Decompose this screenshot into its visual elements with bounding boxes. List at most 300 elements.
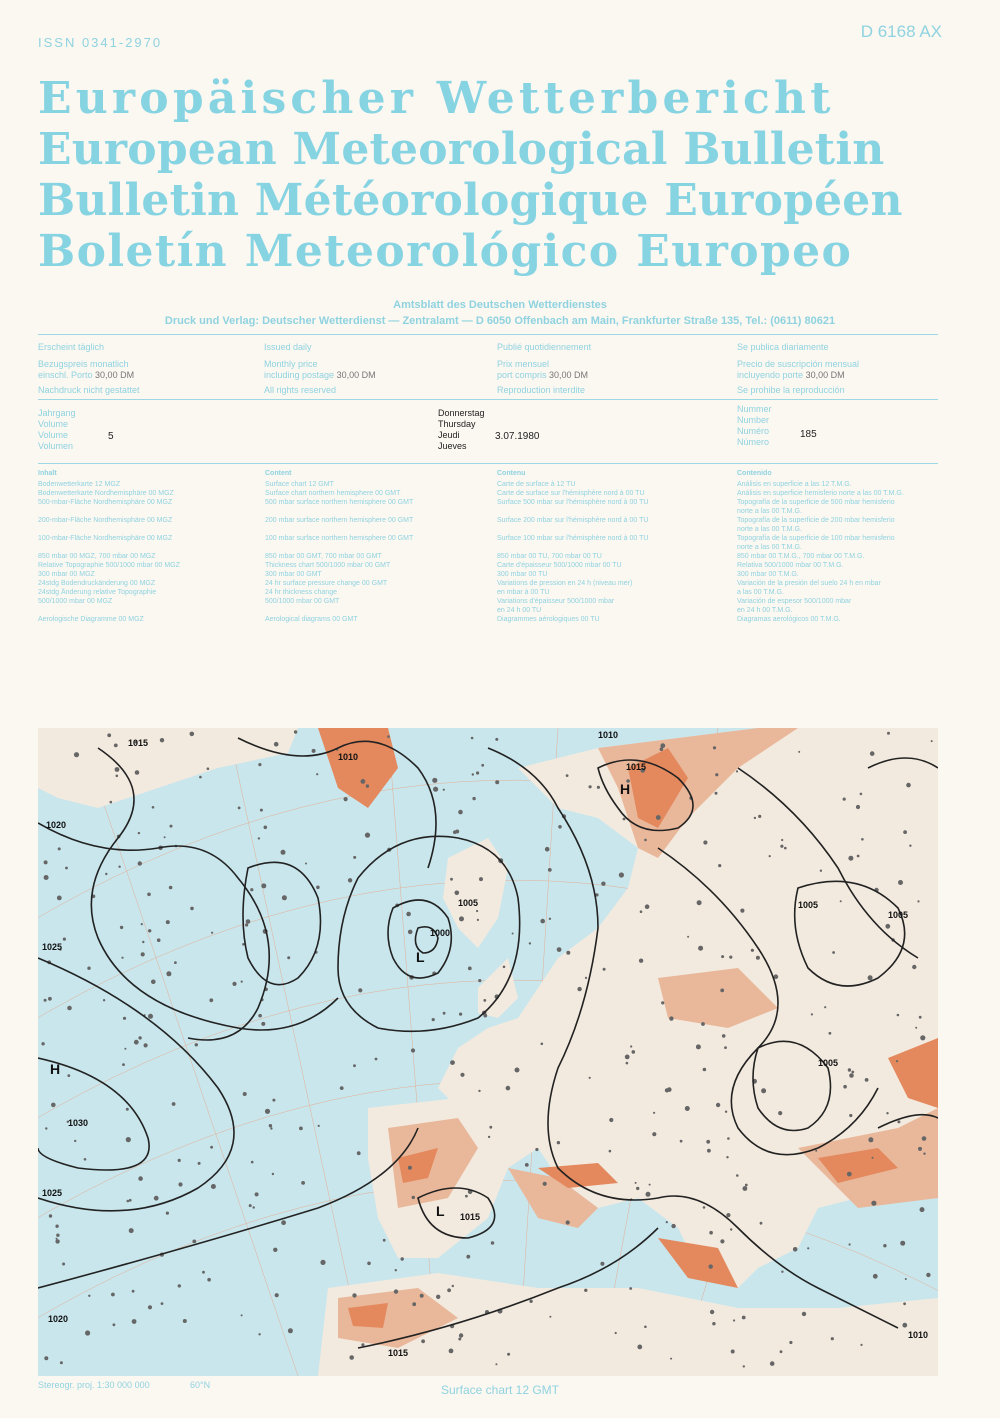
station-dot: [207, 767, 210, 770]
contents-item: Surface chart northern hemisphere 00 GMT: [265, 490, 401, 497]
station-dot: [623, 818, 626, 821]
station-dot: [730, 1228, 732, 1230]
station-dot: [57, 896, 62, 901]
station-dot: [299, 1127, 303, 1131]
station-dot: [265, 1109, 270, 1114]
station-dot: [395, 1269, 397, 1271]
volume-label: Volume: [38, 430, 69, 440]
contents-item: Relativa 500/1000 mbar 00 T.M.G.: [737, 562, 844, 569]
contents-item: Diagramas aerológicos 00 T.M.G.: [737, 616, 841, 623]
station-dot: [653, 1112, 655, 1114]
contents-item: Variación de la presión del suelo 24 h en mbar: [737, 580, 881, 587]
station-dot: [883, 1244, 886, 1247]
station-dot: [477, 919, 479, 921]
station-dot: [707, 1149, 711, 1153]
station-dot: [871, 1201, 876, 1206]
station-dot: [375, 1058, 378, 1061]
station-dot: [566, 951, 570, 955]
info-price-value: 30,00 DM: [336, 370, 376, 380]
contents-item: Surface 200 mbar sur l'hémisphère nord à 00 TU: [497, 517, 649, 524]
station-dot: [352, 1293, 356, 1297]
station-dot: [361, 1343, 364, 1346]
station-dot: [465, 1195, 468, 1198]
station-dot: [105, 873, 107, 875]
isobar-label: 1020: [48, 1314, 69, 1324]
station-dot: [420, 1294, 424, 1298]
contents-item: 300 mbar 00 TU: [497, 571, 548, 578]
station-dot: [44, 860, 48, 864]
station-dot: [261, 883, 266, 888]
station-dot: [712, 1322, 715, 1325]
info-rights: All rights reserved: [264, 385, 337, 395]
volume-label: Volume: [38, 419, 69, 429]
station-dot: [589, 1077, 591, 1079]
station-dot: [743, 1186, 748, 1191]
surface-weather-map: [38, 728, 938, 1376]
station-dot: [918, 1147, 922, 1151]
station-dot: [192, 1240, 196, 1244]
contents-item: Topografía de la superficie de 100 mbar hemisferio: [737, 535, 895, 542]
station-dot: [780, 845, 783, 848]
station-dot: [721, 955, 724, 958]
info-appears: Issued daily: [264, 342, 312, 352]
station-dot: [198, 1162, 201, 1165]
station-dot: [609, 1118, 613, 1122]
contents-item: 500/1000 mbar 00 GMT: [265, 598, 340, 605]
station-dot: [851, 1071, 854, 1074]
station-dot: [232, 982, 236, 986]
station-dot: [452, 1285, 454, 1287]
station-dot: [281, 1220, 286, 1225]
station-dot: [488, 1136, 490, 1138]
contents-item: [38, 543, 263, 552]
station-dot: [868, 1137, 873, 1142]
station-dot: [637, 1345, 642, 1350]
station-dot: [720, 1239, 724, 1243]
contents-item: norte a las 00 T.M.G.: [737, 526, 802, 533]
station-dot: [718, 864, 721, 867]
contents-heading: Content: [265, 470, 292, 477]
station-dot: [515, 1068, 520, 1073]
station-dot: [151, 980, 156, 985]
station-dot: [886, 1112, 888, 1114]
station-dot: [103, 999, 105, 1001]
station-dot: [698, 946, 703, 951]
station-dot: [784, 847, 787, 850]
station-dot: [195, 1043, 198, 1046]
station-dot: [713, 746, 716, 749]
station-dot: [548, 868, 552, 872]
number-label: Número: [737, 437, 770, 447]
station-dot: [733, 1319, 735, 1321]
station-dot: [545, 847, 550, 852]
station-dot: [729, 956, 732, 959]
contents-spanish: [737, 469, 942, 624]
station-dot: [124, 1048, 126, 1050]
contents-item: Variations de pression en 24 h (niveau mer): [497, 580, 633, 587]
station-dot: [601, 882, 605, 886]
info-price-value: 30,00 DM: [95, 370, 135, 380]
station-dot: [432, 1018, 435, 1021]
contents-item: 500 mbar surface northern hemisphere 00 GMT: [265, 499, 414, 506]
station-dot: [727, 1137, 730, 1140]
contents-item: [265, 507, 490, 516]
weekday-label: Jeudi: [438, 430, 460, 440]
station-dot: [903, 830, 907, 834]
info-price: Bezugspreis monatlich: [38, 359, 129, 369]
station-dot: [211, 1184, 216, 1189]
number-label: Numéro: [737, 426, 770, 436]
station-dot: [726, 1156, 728, 1158]
station-dot: [383, 1239, 386, 1242]
info-appears: Erscheint täglich: [38, 342, 105, 352]
contents-item: 100-mbar-Fläche Nordhemisphäre 00 MGZ: [38, 535, 173, 542]
isobar-label: 1005: [818, 1058, 839, 1068]
station-dot: [166, 1212, 169, 1215]
contents-item: 300 mbar 00 GMT: [265, 571, 322, 578]
station-dot: [60, 1361, 63, 1364]
station-dot: [483, 1014, 487, 1018]
station-dot: [258, 1333, 260, 1335]
contents-heading: Inhalt: [38, 470, 57, 477]
station-dot: [811, 1013, 813, 1015]
contents-item: Topografía de la superficie de 500 mbar hemisferio: [737, 499, 895, 506]
station-dot: [873, 1274, 878, 1279]
weekday-labels: [438, 408, 485, 452]
station-dot: [640, 910, 643, 913]
station-dot: [847, 1172, 852, 1177]
station-dot: [135, 770, 140, 775]
station-dot: [566, 1220, 570, 1224]
low-pressure-center: L: [416, 949, 425, 965]
station-dot: [715, 792, 718, 795]
station-dot: [357, 1151, 361, 1155]
station-dot: [476, 771, 479, 774]
station-dot: [170, 825, 173, 828]
station-dot: [471, 737, 474, 740]
station-dot: [706, 1140, 710, 1144]
contents-item: Diagrammes aérologiques 00 TU: [497, 616, 600, 623]
station-dot: [636, 1187, 639, 1190]
station-dot: [781, 839, 783, 841]
station-dot: [685, 1106, 690, 1111]
station-dot: [190, 907, 194, 911]
isobar-label: 1015: [626, 762, 647, 772]
station-dot: [141, 923, 143, 925]
isobar-label: 1025: [42, 942, 63, 952]
info-price2: including postage: [264, 370, 335, 380]
station-dot: [132, 1319, 137, 1324]
station-dot: [917, 900, 919, 902]
station-dot: [294, 730, 297, 733]
isobar-label: 1000: [430, 928, 451, 938]
station-dot: [722, 1034, 726, 1038]
station-dot: [860, 793, 863, 796]
station-dot: [646, 1192, 651, 1197]
station-dot: [915, 1027, 917, 1029]
station-dot: [849, 1073, 854, 1078]
contents-item: Bodenwetterkarte Nordhemisphäre 00 MGZ: [38, 490, 174, 497]
station-dot: [652, 1132, 656, 1136]
station-dot: [558, 825, 562, 829]
station-dot: [115, 767, 120, 772]
station-dot: [466, 1255, 470, 1259]
station-dot: [716, 1103, 720, 1107]
station-dot: [169, 886, 173, 890]
station-dot: [709, 1264, 713, 1268]
station-dot: [478, 1090, 480, 1092]
station-dot: [365, 833, 370, 838]
station-dot: [148, 929, 151, 932]
station-dot: [820, 870, 822, 872]
station-dot: [258, 763, 261, 766]
station-dot: [178, 1284, 181, 1287]
station-dot: [848, 1068, 851, 1071]
station-dot: [887, 732, 890, 735]
contents-item: [497, 543, 722, 552]
station-dot: [85, 1330, 90, 1335]
station-dot: [543, 1182, 547, 1186]
isobar-label: 1015: [460, 1212, 481, 1222]
isobar-label: 1030: [68, 1118, 89, 1128]
high-pressure-center: H: [50, 1061, 61, 1077]
station-dot: [443, 1012, 446, 1015]
station-dot: [549, 1316, 551, 1318]
rule: [38, 399, 938, 400]
station-dot: [55, 1225, 58, 1228]
weekday-label: Thursday: [438, 419, 476, 429]
station-dot: [506, 1086, 511, 1091]
station-dot: [848, 856, 853, 861]
station-dot: [114, 744, 118, 748]
station-dot: [540, 919, 545, 924]
station-dot: [148, 1014, 153, 1019]
station-dot: [408, 1166, 412, 1170]
station-dot: [273, 1248, 277, 1252]
volume-label: Jahrgang: [38, 408, 76, 418]
contents-item: en 24 h 00 T.M.G.: [737, 607, 793, 614]
station-dot: [843, 798, 846, 801]
station-dot: [272, 1099, 275, 1102]
info-appears: Publié quotidiennement: [497, 342, 592, 352]
station-dot: [202, 1271, 205, 1274]
title-spanish: Boletín Meteorológico Europeo: [38, 226, 853, 277]
contents-item: [265, 543, 490, 552]
contents-item: Variación de espesor 500/1000 mbar: [737, 598, 852, 605]
station-dot: [238, 807, 241, 810]
station-dot: [436, 1295, 440, 1299]
station-dot: [870, 751, 875, 756]
station-dot: [62, 1263, 65, 1266]
isobar-label: 1005: [888, 910, 909, 920]
station-dot: [160, 738, 164, 742]
rule: [38, 334, 938, 335]
contents-item: en mbar à 00 TU: [497, 589, 550, 596]
title-block: [38, 73, 958, 277]
station-dot: [432, 778, 437, 783]
station-dot: [164, 836, 166, 838]
info-price2: incluyendo porte: [737, 370, 804, 380]
station-dot: [769, 855, 771, 857]
info-french: [497, 342, 717, 396]
station-dot: [443, 789, 445, 791]
contents-item: Análisis en superficie hemisferio norte a las 00 T.M.G.: [737, 490, 904, 497]
station-dot: [281, 850, 286, 855]
contents-item: Surface 100 mbar sur l'hémisphère nord à 00 TU: [497, 535, 649, 542]
contents-item: Bodenwetterkarte 12 MGZ: [38, 481, 121, 488]
station-dot: [56, 1234, 59, 1237]
station-dot: [885, 924, 890, 929]
station-dot: [824, 1006, 826, 1008]
station-dot: [138, 861, 142, 865]
station-dot: [909, 845, 911, 847]
station-dot: [250, 888, 253, 891]
station-dot: [603, 968, 606, 971]
station-dot: [272, 1173, 274, 1175]
station-dot: [320, 1260, 325, 1265]
station-dot: [900, 1241, 905, 1246]
station-dot: [751, 949, 754, 952]
contents-item: Carte de surface à 12 TU: [497, 481, 576, 488]
station-dot: [726, 1213, 730, 1217]
contents-item: 100 mbar surface northern hemisphere 00 GMT: [265, 535, 414, 542]
info-price-value: 30,00 DM: [549, 370, 589, 380]
station-dot: [44, 875, 49, 880]
contents-item: norte a las 00 T.M.G.: [737, 508, 802, 515]
station-dot: [507, 1353, 510, 1356]
number-labels: [737, 404, 772, 448]
station-dot: [629, 1287, 632, 1290]
station-dot: [87, 967, 90, 970]
station-dot: [468, 967, 472, 971]
station-dot: [260, 809, 263, 812]
station-dot: [743, 1365, 745, 1367]
contents-item: 24 hr surface pressure change 00 GMT: [265, 580, 388, 587]
station-dot: [476, 910, 478, 912]
station-dot: [644, 839, 647, 842]
isobar-label: 1005: [458, 898, 479, 908]
station-dot: [600, 1262, 604, 1266]
station-dot: [868, 975, 873, 980]
station-dot: [366, 784, 369, 787]
contents-item: norte a las 00 T.M.G.: [737, 544, 802, 551]
station-dot: [660, 747, 664, 751]
station-dot: [923, 1153, 925, 1155]
info-appears: Se publica diariamente: [737, 342, 829, 352]
station-dot: [412, 1196, 415, 1199]
title-french: Bulletin Météorologique Européen: [38, 175, 903, 226]
station-dot: [897, 1014, 900, 1017]
station-dot: [557, 947, 562, 952]
station-dot: [111, 1293, 115, 1297]
station-dot: [860, 1344, 862, 1346]
contents-item: 200-mbar-Fläche Nordhemisphäre 00 MGZ: [38, 517, 173, 524]
station-dot: [55, 1239, 59, 1243]
station-dot: [44, 1356, 48, 1360]
station-dot: [394, 1289, 398, 1293]
contents-item: 300 mbar 00 T.M.G.: [737, 571, 799, 578]
station-dot: [931, 740, 933, 742]
station-dot: [178, 1159, 181, 1162]
station-dot: [74, 752, 79, 757]
station-dot: [134, 1040, 139, 1045]
title-english: European Meteorological Bulletin: [38, 124, 885, 175]
station-dot: [411, 1048, 415, 1052]
contents-item: 24stdg Änderung relative Topographie: [38, 589, 157, 596]
station-dot: [74, 1140, 76, 1142]
contents-item: Surface 500 mbar sur l'hémisphère nord à 00 TU: [497, 499, 649, 506]
station-dot: [349, 1355, 354, 1360]
station-dot: [51, 1103, 56, 1108]
station-dot: [387, 735, 390, 738]
title-german: Europäischer Wetterbericht: [38, 73, 835, 124]
station-dot: [472, 773, 474, 775]
station-dot: [671, 1224, 675, 1228]
station-dot: [49, 1214, 52, 1217]
station-dot: [865, 1078, 869, 1082]
station-dot: [274, 742, 279, 747]
station-dot: [720, 989, 724, 993]
station-dot: [88, 1295, 90, 1297]
contents-item: 850 mbar 00 T.M.G., 700 mbar 00 T.M.G.: [737, 553, 865, 560]
station-dot: [829, 1032, 832, 1035]
isobar-label: 1010: [598, 730, 619, 740]
station-dot: [84, 1158, 87, 1161]
station-dot: [906, 783, 911, 788]
station-dot: [758, 815, 761, 818]
station-dot: [802, 1312, 806, 1316]
station-dot: [144, 1043, 148, 1047]
station-dot: [282, 895, 287, 900]
station-dot: [626, 1062, 629, 1065]
station-dot: [557, 1141, 560, 1144]
contents-heading: Contenu: [497, 470, 526, 477]
station-dot: [63, 938, 66, 941]
station-dot: [815, 1150, 817, 1152]
map-svg: [38, 728, 938, 1376]
contents-item: Variations d'épaisseur 500/1000 mbar: [497, 598, 615, 605]
station-dot: [199, 776, 202, 779]
station-dot: [912, 965, 916, 969]
station-dot: [178, 1182, 182, 1186]
station-dot: [249, 1204, 252, 1207]
weekday-label: Donnerstag: [438, 408, 485, 418]
station-dot: [129, 1199, 132, 1202]
station-dot: [649, 1184, 651, 1186]
station-dot: [241, 981, 243, 983]
station-dot: [459, 1013, 462, 1016]
contents-item: a las 00 T.M.G.: [737, 589, 784, 596]
station-dot: [209, 998, 213, 1002]
amtsblatt-line: Amtsblatt des Deutschen Wetterdienstes: [393, 299, 607, 311]
station-dot: [807, 1247, 809, 1249]
contents-item: Carte de surface sur l'hémisphère nord à 00 TU: [497, 490, 645, 497]
station-dot: [619, 872, 624, 877]
isobar-label: 1015: [128, 738, 149, 748]
station-dot: [625, 1055, 630, 1060]
station-dot: [920, 1207, 925, 1212]
contents-item: [497, 507, 722, 516]
info-price: Prix mensuel: [497, 359, 550, 369]
station-dot: [147, 893, 151, 897]
station-dot: [406, 912, 411, 917]
station-dot: [401, 1257, 404, 1260]
contents-item: [265, 525, 490, 534]
contents-item: Aerological diagrams 00 GMT: [265, 616, 358, 623]
station-dot: [584, 1289, 587, 1292]
station-dot: [665, 1088, 669, 1092]
station-dot: [798, 751, 800, 753]
